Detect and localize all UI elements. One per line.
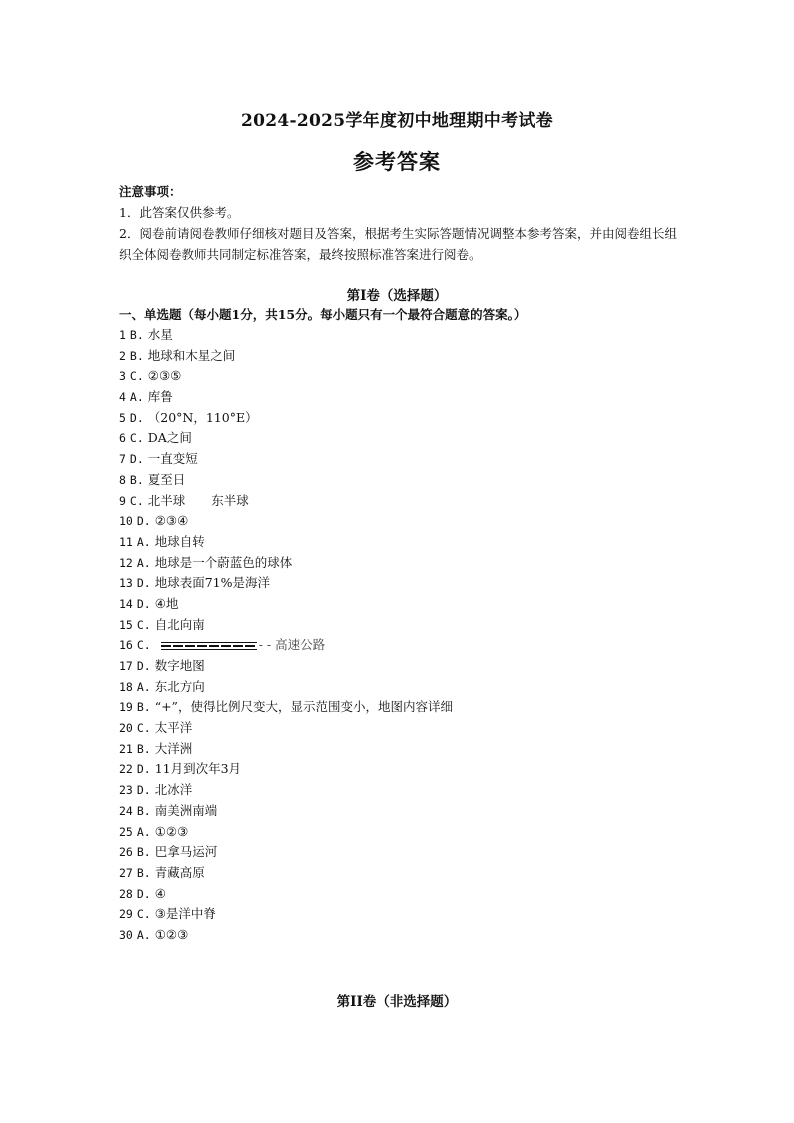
answer-item — [119, 408, 453, 429]
answer-choice: C. — [129, 431, 144, 446]
answer-item — [119, 842, 453, 863]
answer-item — [119, 532, 453, 553]
answer-text: 南美洲南端 — [154, 802, 218, 818]
answer-number: 5 — [119, 410, 126, 425]
page-title: 2024-2025学年度初中地理期中考试卷 — [241, 111, 553, 131]
answer-text: 北半球 — [147, 492, 186, 508]
answer-choice: C. — [136, 907, 151, 922]
answer-number: 8 — [119, 472, 126, 487]
answer-text: 数字地图 — [154, 658, 205, 673]
answer-item — [119, 822, 453, 843]
answer-choice: D. — [136, 886, 151, 901]
answer-choice: D. — [129, 452, 144, 467]
answer-text: “+”，使得比例尺变大，显示范围变小，地图内容详细 — [154, 699, 453, 715]
answer-number: 22 — [119, 762, 133, 777]
answer-number: 11 — [119, 534, 133, 549]
answer-choice: B. — [129, 348, 144, 363]
answer-number: 12 — [119, 555, 133, 570]
answer-item — [119, 904, 453, 925]
answer-choice: B. — [136, 803, 151, 818]
notes-section — [119, 181, 679, 265]
answer-text: - - 高速公路 — [258, 637, 326, 653]
note-item: 2．阅卷前请阅卷教师仔细核对题目及答案，根据考生实际答题情况调整本参考答案，并由阅卷组长组织全体阅卷教师共同制定标准答案，最终按照标准答案进行阅卷。 — [119, 226, 677, 262]
answer-number: 18 — [119, 679, 133, 694]
answer-text: 水星 — [147, 327, 173, 342]
answer-item — [119, 656, 453, 677]
answer-text: 库鲁 — [147, 389, 173, 405]
answer-text-secondary: 东半球 — [211, 492, 249, 508]
answer-item — [119, 863, 453, 884]
answer-text: 地球是一个蔚蓝色的球体 — [154, 554, 293, 570]
answer-item — [119, 759, 453, 780]
answer-number: 27 — [119, 865, 133, 880]
answer-number: 14 — [119, 596, 133, 611]
answer-item — [119, 573, 453, 594]
answer-text: ②③⑤ — [147, 368, 182, 384]
answer-text: 地球表面71%是海洋 — [154, 575, 270, 591]
highway-symbol-icon — [161, 642, 257, 650]
answer-number: 4 — [119, 390, 126, 405]
answer-number: 17 — [119, 659, 133, 673]
answer-item — [119, 739, 453, 760]
answer-choice: C. — [136, 638, 151, 653]
answer-choice: D. — [136, 514, 151, 529]
answer-text: 夏至日 — [147, 471, 186, 487]
answer-item — [119, 594, 453, 615]
answer-item — [119, 925, 453, 946]
answer-text: 一直变短 — [147, 451, 198, 467]
answer-item — [119, 718, 453, 739]
answer-choice: A. — [136, 824, 151, 839]
answer-choice: A. — [136, 555, 151, 570]
answer-number: 24 — [119, 803, 133, 818]
answer-number: 2 — [119, 348, 126, 363]
answer-item — [119, 428, 453, 449]
answer-text: ①②③ — [154, 926, 189, 942]
answer-item — [119, 635, 453, 656]
answer-text: ③是洋中脊 — [154, 906, 216, 922]
notes-heading: 注意事项： — [119, 184, 182, 199]
answer-text: 太平洋 — [154, 720, 193, 736]
answer-choice: A. — [136, 927, 151, 942]
answer-number: 3 — [119, 369, 126, 384]
answer-number: 26 — [119, 845, 133, 860]
answer-number: 1 — [119, 328, 126, 342]
answer-text: 地球和木星之间 — [147, 347, 236, 363]
answer-number: 21 — [119, 741, 133, 756]
answer-text: 青藏高原 — [154, 864, 205, 880]
answer-choice: D. — [136, 576, 151, 591]
answer-item — [119, 801, 453, 822]
answer-list — [119, 325, 453, 946]
single-choice-heading: 一、单选题（每小题1分，共15分。每小题只有一个最符合题意的答案。） — [119, 307, 527, 322]
answer-choice: C. — [136, 617, 151, 632]
answer-text: 11月到次年3月 — [154, 761, 242, 777]
answer-number: 19 — [119, 700, 133, 715]
answer-choice: B. — [136, 741, 151, 756]
answer-text: 东北方向 — [154, 678, 205, 694]
answer-item — [119, 677, 453, 698]
answer-item — [119, 615, 453, 636]
answer-number: 28 — [119, 886, 133, 901]
answer-item — [119, 491, 453, 512]
answer-choice: A. — [129, 390, 144, 405]
answer-number: 16 — [119, 638, 133, 653]
answer-text: 自北向南 — [154, 616, 205, 632]
answer-text: ②③④ — [154, 513, 189, 529]
answer-number: 10 — [119, 514, 133, 529]
answer-item — [119, 387, 453, 408]
answer-item — [119, 511, 453, 532]
part2-title: 第II卷（非选择题） — [336, 994, 458, 1010]
answer-text: 大洋洲 — [154, 740, 193, 756]
answer-item — [119, 780, 453, 801]
answer-number: 30 — [119, 927, 133, 942]
answer-choice: B. — [136, 845, 151, 860]
answer-item — [119, 325, 453, 346]
answer-choice: A. — [136, 679, 151, 694]
answer-choice: C. — [129, 369, 144, 384]
answer-text: ④地 — [154, 595, 179, 611]
answer-choice: D. — [136, 783, 151, 798]
answer-number: 20 — [119, 721, 133, 736]
part1-title: 第I卷（选择题） — [346, 288, 448, 304]
answer-number: 25 — [119, 824, 133, 839]
page-subtitle: 参考答案 — [353, 149, 441, 174]
answer-text: 地球自转 — [154, 533, 205, 549]
answer-choice: B. — [129, 472, 144, 487]
answer-text: DA之间 — [147, 430, 192, 446]
answer-choice: D. — [136, 596, 151, 611]
answer-item — [119, 884, 453, 905]
note-item: 1．此答案仅供参考。 — [119, 205, 240, 220]
answer-choice: D. — [129, 410, 144, 425]
answer-choice: C. — [136, 721, 151, 736]
answer-item — [119, 366, 453, 387]
answer-number: 15 — [119, 617, 133, 632]
answer-choice: D. — [136, 659, 151, 673]
answer-number: 13 — [119, 576, 133, 591]
answer-choice: D. — [136, 762, 151, 777]
answer-choice: A. — [136, 534, 151, 549]
answer-choice: B. — [129, 328, 144, 342]
answer-number: 23 — [119, 783, 133, 798]
answer-number: 7 — [119, 452, 126, 467]
answer-number: 9 — [119, 493, 126, 508]
answer-item — [119, 449, 453, 470]
answer-item — [119, 697, 453, 718]
answer-number: 6 — [119, 431, 126, 446]
answer-text: （20°N，110°E） — [147, 409, 258, 425]
answer-item — [119, 553, 453, 574]
answer-choice: B. — [136, 865, 151, 880]
answer-text: 北冰洋 — [154, 782, 193, 798]
answer-choice: B. — [136, 700, 151, 715]
answer-item — [119, 470, 453, 491]
answer-text: 巴拿马运河 — [154, 844, 218, 860]
answer-choice: C. — [129, 493, 144, 508]
answer-text: ①②③ — [154, 823, 189, 839]
answer-number: 29 — [119, 907, 133, 922]
answer-item — [119, 346, 453, 367]
answer-text: ④ — [154, 885, 166, 901]
